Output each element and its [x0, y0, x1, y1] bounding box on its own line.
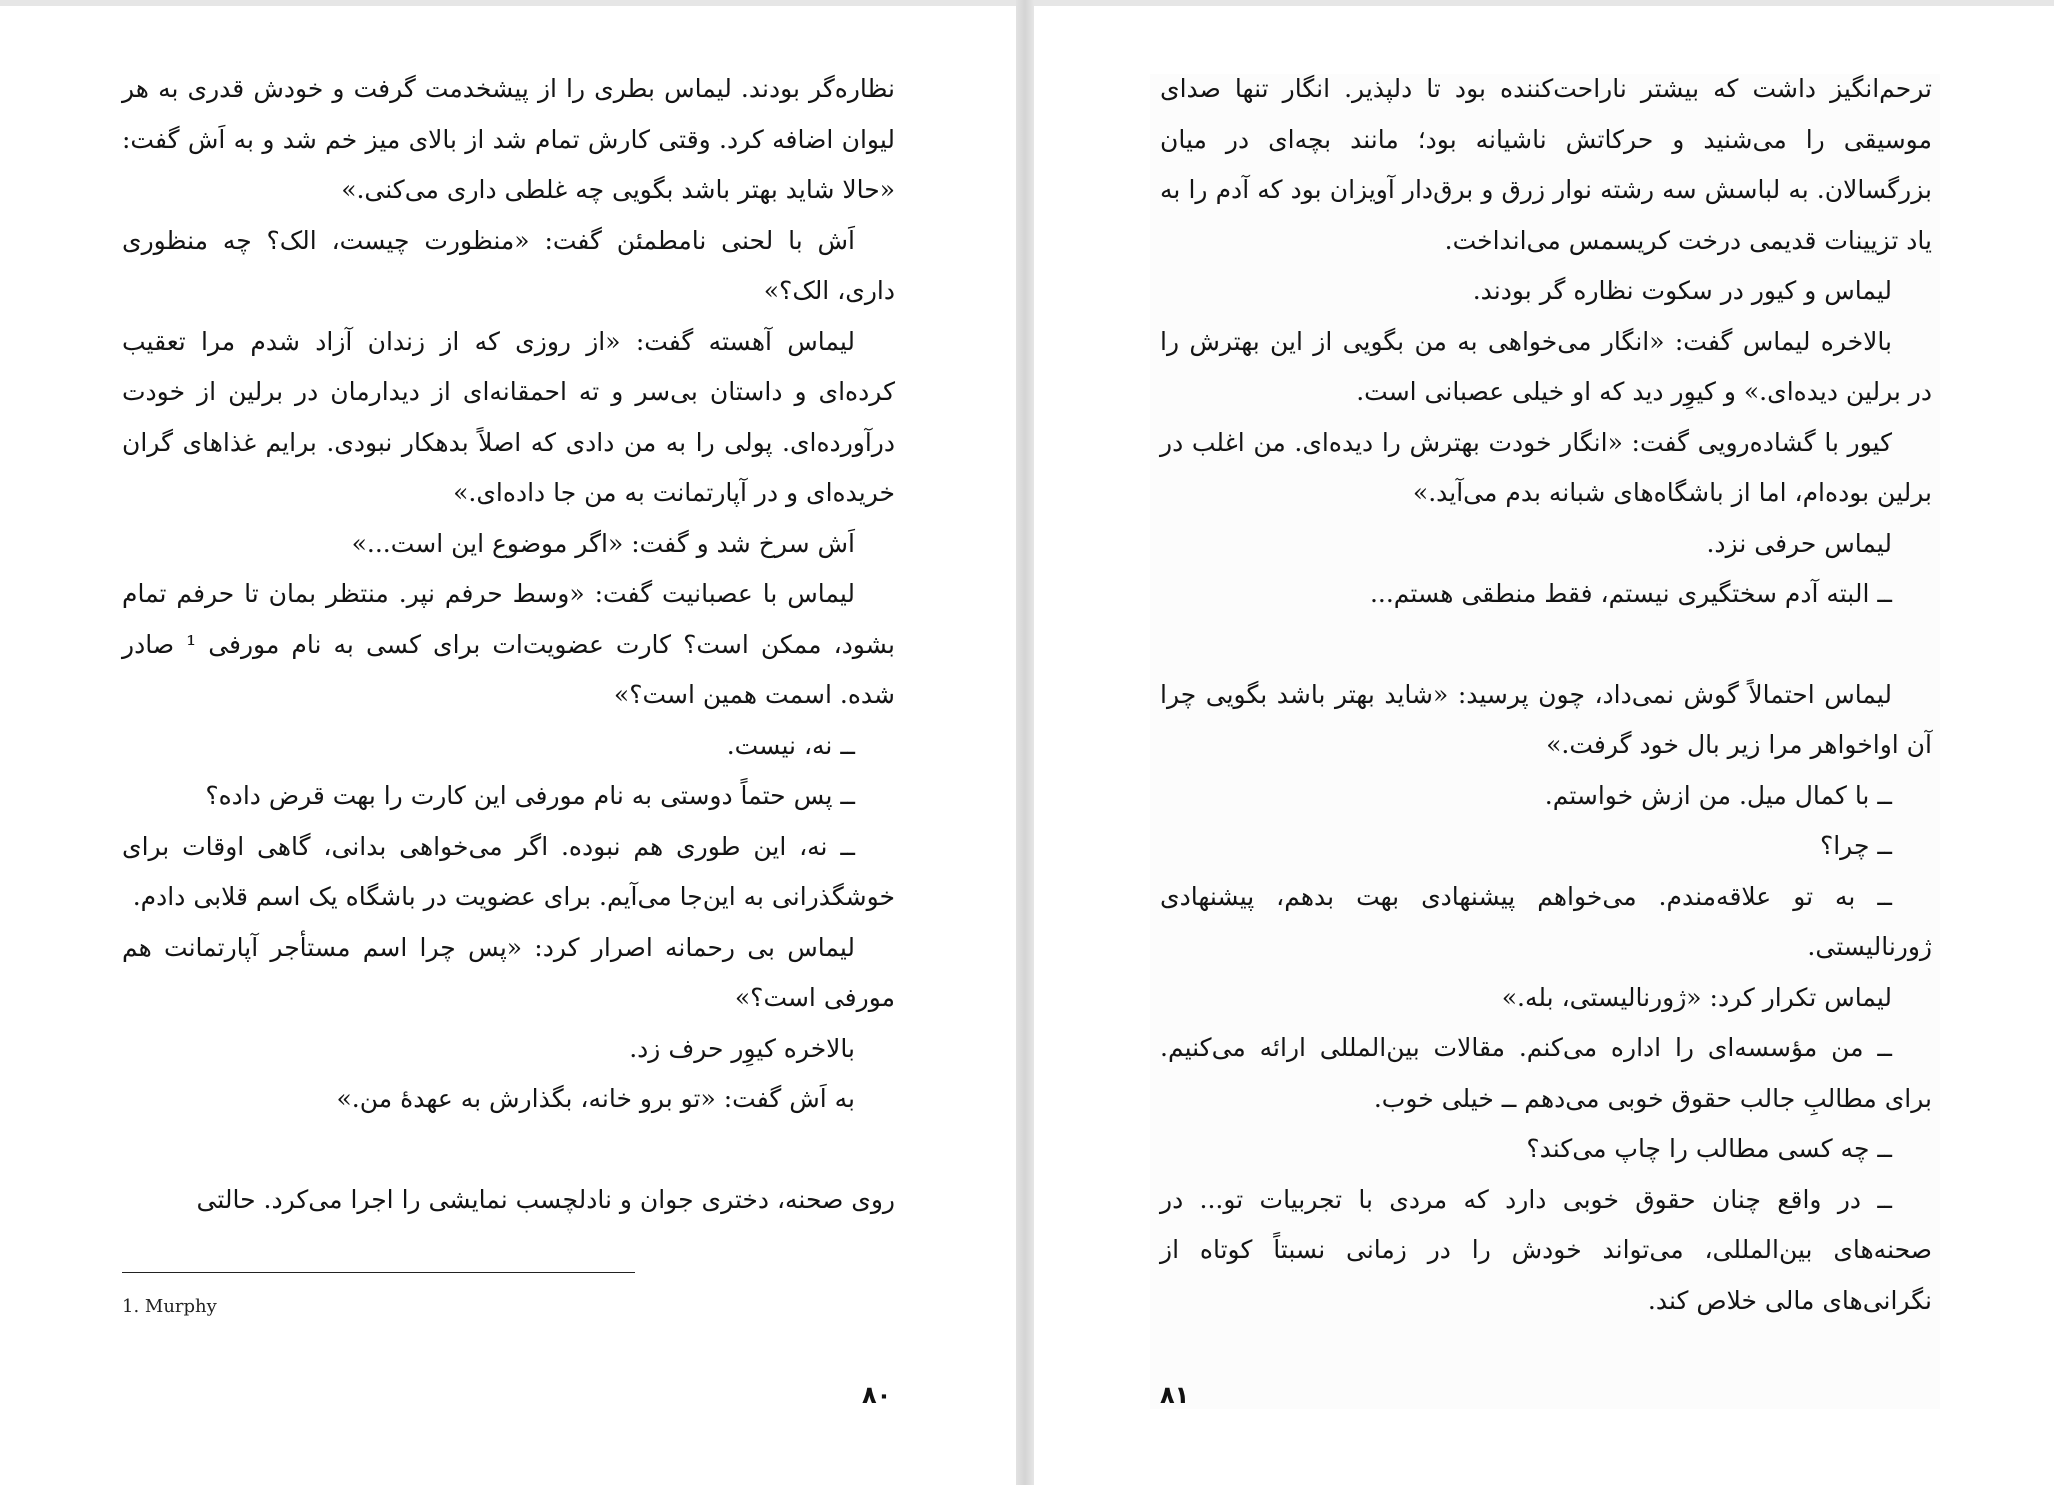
paragraph: ــ چه کسی مطالب را چاپ می‌کند؟ — [1526, 1134, 1892, 1163]
left-page — [0, 6, 1016, 1485]
paragraph: ــ من مؤسسه‌ای را اداره می‌کنم. مقالات بین‌المللی ارائه می‌کنیم. برای مطالبِ جالب حقوق خوبی می‌دهم ــ خیلی خوب. — [1160, 1033, 1932, 1113]
left-page-text — [122, 64, 895, 1225]
paragraph: لیماس با عصبانیت گفت: «وسط حرفم نپر. منتظر بمان تا حرفم تمام بشود، ممکن است؟ کارت عضویت‌ات برای کسی به نام مورفی ¹ صادر شده. اسمت همین است؟» — [122, 579, 895, 709]
paragraph: نظاره‌گر بودند. لیماس بطری را از پیشخدمت گرفت و خودش قدری به هر لیوان اضافه کرد. وقتی کارش تمام شد از بالای میز خم شد و به اَش گفت: «حالا شاید بهتر باشد بگویی چه غلطی داری می‌کنی.» — [122, 74, 895, 204]
paragraph: ــ در واقع چنان حقوق خوبی دارد که مردی با تجربیات تو... در صحنه‌های بین‌المللی، می‌تواند خودش را در زمانی نسبتاً کوتاه از نگرانی‌های مالی خلاص کند. — [1160, 1184, 1932, 1315]
paragraph: لیماس احتمالاً گوش نمی‌داد، چون پرسید: «شاید بهتر باشد بگویی چرا آن اواخواهر مرا زیر بال خود گرفت.» — [1160, 679, 1932, 759]
paragraph: به اَش گفت: «تو برو خانه، بگذارش به عهدهٔ من.» — [336, 1084, 855, 1113]
footnote: 1. Murphy — [122, 1296, 217, 1317]
paragraph: ــ پس حتماً دوستی به نام مورفی این کارت را بهت قرض داده؟ — [205, 781, 855, 810]
paragraph: ــ البته آدم سختگیری نیستم، فقط منطقی هستم... — [1369, 579, 1892, 608]
paragraph: ترحم‌انگیز داشت که بیشتر ناراحت‌کننده بود تا دلپذیر. انگار تنها صدای موسیقی را می‌شنید و حرکاتش ناشیانه بود؛ مانند بچه‌ای در میان بزرگسالان. به لباسش سه رشته نوار زرق و برق‌دار آویزان بود که آدم را به یاد تزیینات قدیمی درخت کریسمس می‌انداخت. — [1160, 74, 1932, 255]
paragraph: ــ به تو علاقه‌مندم. می‌خواهم پیشنهادی بهت بدهم، پیشنهادی ژورنالیستی. — [1160, 881, 1932, 961]
page-gutter — [1016, 0, 1034, 1485]
paragraph: لیماس بی رحمانه اصرار کرد: «پس چرا اسم مستأجر آپارتمانت هم مورفی است؟» — [122, 932, 895, 1012]
paragraph: اَش با لحنی نامطمئن گفت: «منظورت چیست، الک؟ چه منظوری داری، الک؟» — [122, 225, 895, 305]
paragraph: ــ با کمال میل. من ازش خواستم. — [1544, 780, 1892, 810]
paragraph: اَش سرخ شد و گفت: «اگر موضوع این است...» — [351, 528, 855, 558]
paragraph: بالاخره کیوِر حرف زد. — [629, 1033, 855, 1063]
right-page-text — [1160, 64, 1932, 1326]
right-page — [1034, 6, 2054, 1485]
paragraph: لیماس و کیور در سکوت نظاره گر بودند. — [1472, 276, 1892, 305]
paragraph: لیماس تکرار کرد: «ژورنالیستی، بله.» — [1501, 982, 1892, 1012]
paragraph: ــ چرا؟ — [1819, 831, 1892, 860]
paragraph: ــ نه، نیست. — [726, 730, 855, 760]
paragraph: بالاخره لیماس گفت: «انگار می‌خواهی به من بگویی از این بهترش را در برلین دیده‌ای.» و کیوِر دید که او خیلی عصبانی است. — [1160, 326, 1932, 406]
page-number-left: ۸۰ — [862, 1381, 892, 1409]
paragraph: روی صحنه، دختری جوان و نادلچسب نمایشی را اجرا می‌کرد. حالتی — [196, 1184, 895, 1214]
footnote-divider — [122, 1272, 635, 1273]
paragraph: لیماس حرفی نزد. — [1706, 528, 1892, 558]
paragraph: کیور با گشاده‌رویی گفت: «انگار خودت بهترش را دیده‌ای. من اغلب در برلین بوده‌ام، اما از باشگاه‌های شبانه بدم می‌آید.» — [1160, 427, 1932, 507]
paragraph: لیماس آهسته گفت: «از روزی که از زندان آزاد شدم مرا تعقیب کرده‌ای و داستان بی‌سر و ته احمقانه‌ای از دیدارمان در برلین از خودت درآورده‌ای. پولی را به من دادی که اصلاً بدهکار نبودی. برایم غذاهای گران خریده‌ای و در آپارتمانت به من جا داده‌ای.» — [122, 326, 895, 507]
paragraph: ــ نه، این طوری هم نبوده. اگر می‌خواهی بدانی، گاهی اوقات برای خوشگذرانی به این‌جا می‌آیم. برای عضویت در باشگاه یک اسم قلابی دادم. — [122, 831, 895, 911]
page-number-right: ۸۱ — [1160, 1381, 1190, 1409]
